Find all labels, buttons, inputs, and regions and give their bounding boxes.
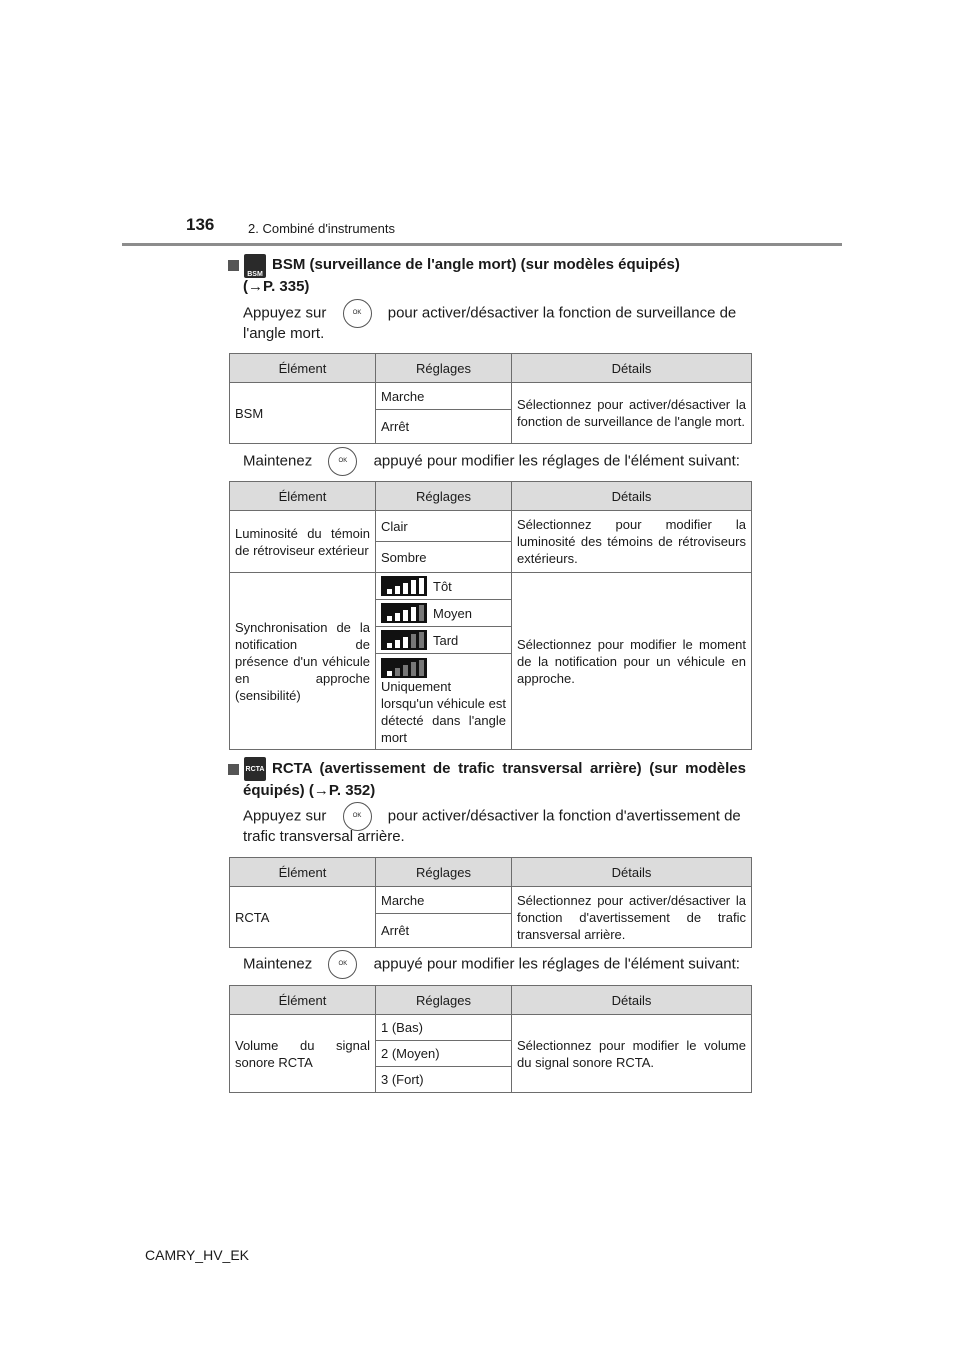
setting-cell: Sombre bbox=[376, 542, 512, 573]
rcta-table bbox=[229, 857, 752, 948]
model-code: CAMRY_HV_EK bbox=[145, 1247, 250, 1263]
header-divider bbox=[122, 243, 842, 246]
setting-cell: Arrêt bbox=[376, 410, 512, 444]
setting-cell: Tard bbox=[376, 627, 512, 654]
ok-button-icon: OK bbox=[328, 447, 357, 476]
col-header: Réglages bbox=[376, 986, 512, 1015]
col-header: Détails bbox=[512, 858, 752, 887]
rcta-heading-ref: équipés) (→P. 352) bbox=[243, 782, 376, 799]
setting-cell: Clair bbox=[376, 511, 512, 542]
bsm-hold: Maintenez OK appuyé pour modifier les réglages de l'élément suivant: bbox=[243, 447, 740, 476]
rcta-settings-table bbox=[229, 985, 752, 1093]
bsm-intro-line2: l'angle mort. bbox=[243, 325, 325, 342]
col-header: Détails bbox=[512, 354, 752, 383]
setting-cell: Marche bbox=[376, 383, 512, 410]
setting-cell: 3 (Fort) bbox=[376, 1067, 512, 1093]
bsm-intro: Appuyez sur OK pour activer/désactiver la fonction de surveillance de bbox=[243, 299, 753, 328]
rcta-intro: Appuyez sur OK pour activer/désactiver la fonction d'avertissement de bbox=[243, 802, 753, 831]
ok-button-icon: OK bbox=[343, 802, 372, 831]
sensitivity-level-icon bbox=[381, 603, 427, 623]
setting-cell: Uniquement lorsqu'un véhicule est détecté dans l'angle mort bbox=[376, 654, 512, 750]
col-header: Élément bbox=[230, 986, 376, 1015]
sensitivity-level-icon bbox=[381, 576, 427, 596]
rcta-hold: Maintenez OK appuyé pour modifier les réglages de l'élément suivant: bbox=[243, 950, 740, 979]
sensitivity-level-icon bbox=[381, 630, 427, 650]
col-header: Détails bbox=[512, 482, 752, 511]
bsm-icon: BSM bbox=[244, 254, 266, 278]
item-cell: BSM bbox=[230, 383, 376, 444]
chapter-title: 2. Combiné d'instruments bbox=[248, 221, 395, 236]
col-header: Élément bbox=[230, 482, 376, 511]
item-cell: Luminosité du témoin de rétroviseur extérieur bbox=[230, 511, 376, 573]
col-header: Réglages bbox=[376, 482, 512, 511]
setting-cell: Marche bbox=[376, 887, 512, 914]
setting-cell: Moyen bbox=[376, 600, 512, 627]
details-cell: Sélectionnez pour modifier le moment de la notification pour un véhicule en approche. bbox=[512, 573, 752, 750]
col-header: Détails bbox=[512, 986, 752, 1015]
ok-button-icon: OK bbox=[343, 299, 372, 328]
ok-button-icon: OK bbox=[328, 950, 357, 979]
setting-cell: 1 (Bas) bbox=[376, 1015, 512, 1041]
rcta-intro-line2: trafic transversal arrière. bbox=[243, 828, 405, 845]
col-header: Réglages bbox=[376, 858, 512, 887]
col-header: Réglages bbox=[376, 354, 512, 383]
item-cell: Synchronisation de la notification de présence d'un véhicule en approche (sensibilité) bbox=[230, 573, 376, 750]
rcta-icon: RCTA bbox=[244, 757, 266, 781]
page-number: 136 bbox=[186, 215, 215, 234]
section-bullet bbox=[228, 764, 239, 775]
setting-cell: Tôt bbox=[376, 573, 512, 600]
item-cell: RCTA bbox=[230, 887, 376, 948]
details-cell: Sélectionnez pour modifier la luminosité des témoins de rétroviseurs extérieurs. bbox=[512, 511, 752, 573]
col-header: Élément bbox=[230, 354, 376, 383]
setting-cell: Arrêt bbox=[376, 914, 512, 948]
details-cell: Sélectionnez pour activer/désactiver la fonction de surveillance de l'angle mort. bbox=[512, 383, 752, 444]
col-header: Élément bbox=[230, 858, 376, 887]
bsm-settings-table bbox=[229, 481, 752, 750]
details-cell: Sélectionnez pour modifier le volume du signal sonore RCTA. bbox=[512, 1015, 752, 1093]
section-bullet bbox=[228, 260, 239, 271]
setting-cell: 2 (Moyen) bbox=[376, 1041, 512, 1067]
rcta-heading: RCTA (avertissement de trafic transversal arrière) (sur modèles bbox=[272, 760, 746, 777]
bsm-heading-ref: (→P. 335) bbox=[243, 278, 310, 295]
bsm-heading: BSM (surveillance de l'angle mort) (sur modèles équipés) bbox=[272, 256, 680, 273]
item-cell: Volume du signal sonore RCTA bbox=[230, 1015, 376, 1093]
details-cell: Sélectionnez pour activer/désactiver la fonction d'avertissement de trafic transversal arrière. bbox=[512, 887, 752, 948]
sensitivity-level-icon bbox=[381, 658, 427, 678]
bsm-table bbox=[229, 353, 752, 444]
